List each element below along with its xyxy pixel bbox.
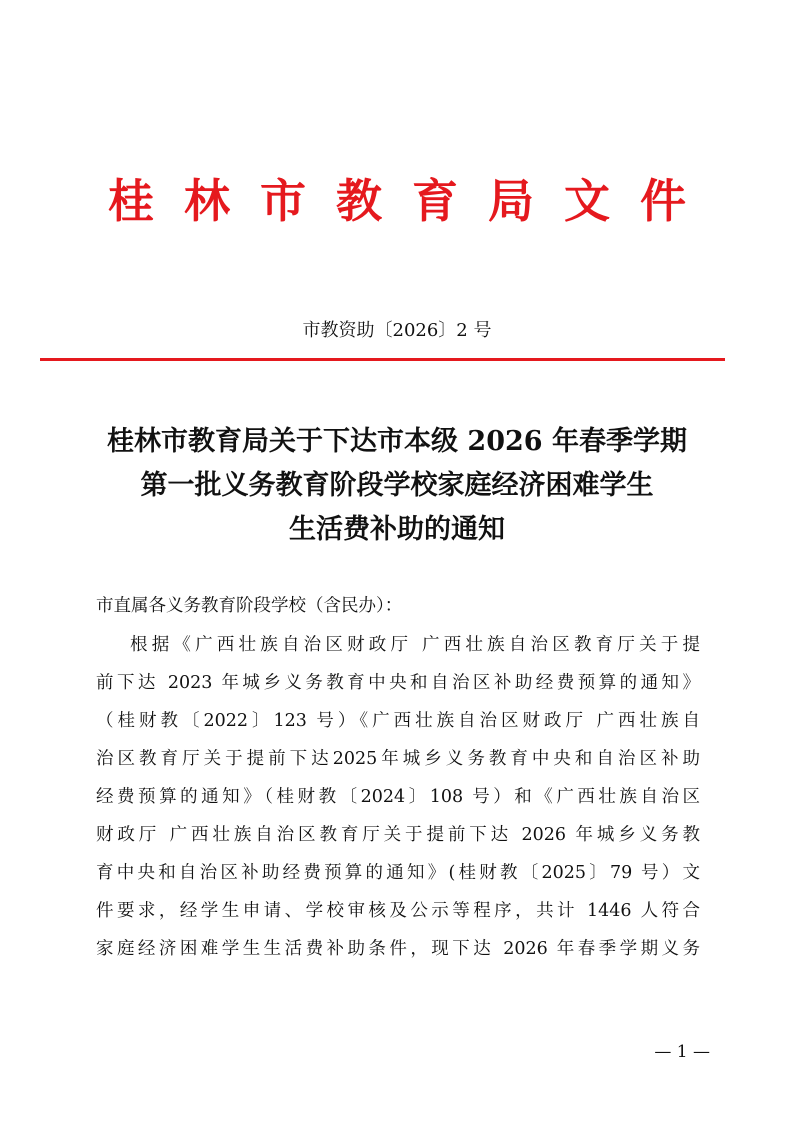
body-line: 家庭经济困难学生生活费补助条件，现下达 2026 年春季学期义务: [96, 939, 700, 959]
body-text: [96, 629, 700, 971]
body-line: 治区教育厅关于提前下达2025年城乡义务教育中央和自治区补助: [96, 749, 700, 769]
notice-title: [60, 420, 734, 552]
masthead-title: 桂林市教育局文件: [108, 174, 716, 228]
body-line: 根据《广西壮族自治区财政厅 广西壮族自治区教育厅关于提: [130, 635, 700, 655]
red-divider-line: [40, 358, 725, 361]
title-line: 第一批义务教育阶段学校家庭经济困难学生: [140, 470, 654, 501]
body-line: （桂财教〔2022〕123 号）《广西壮族自治区财政厅 广西壮族自: [96, 711, 700, 731]
document-number: 市教资助〔2026〕2 号: [302, 320, 492, 341]
page-number: — 1 —: [654, 1042, 710, 1062]
body-line: 前下达 2023 年城乡义务教育中央和自治区补助经费预算的通知》: [96, 673, 700, 693]
body-line: 件要求，经学生申请、学校审核及公示等程序，共计 1446 人符合: [96, 901, 700, 921]
addressee: 市直属各义务教育阶段学校（含民办）：: [96, 596, 403, 616]
title-line: 生活费补助的通知: [289, 514, 505, 545]
title-line: 桂林市教育局关于下达市本级 2026 年春季学期: [107, 426, 687, 457]
body-line: 经费预算的通知》（桂财教〔2024〕108 号）和《广西壮族自治区: [96, 787, 700, 807]
body-line: 财政厅 广西壮族自治区教育厅关于提前下达 2026 年城乡义务教: [96, 825, 700, 845]
body-line: 育中央和自治区补助经费预算的通知》(桂财教〔2025〕79 号）文: [96, 863, 700, 883]
